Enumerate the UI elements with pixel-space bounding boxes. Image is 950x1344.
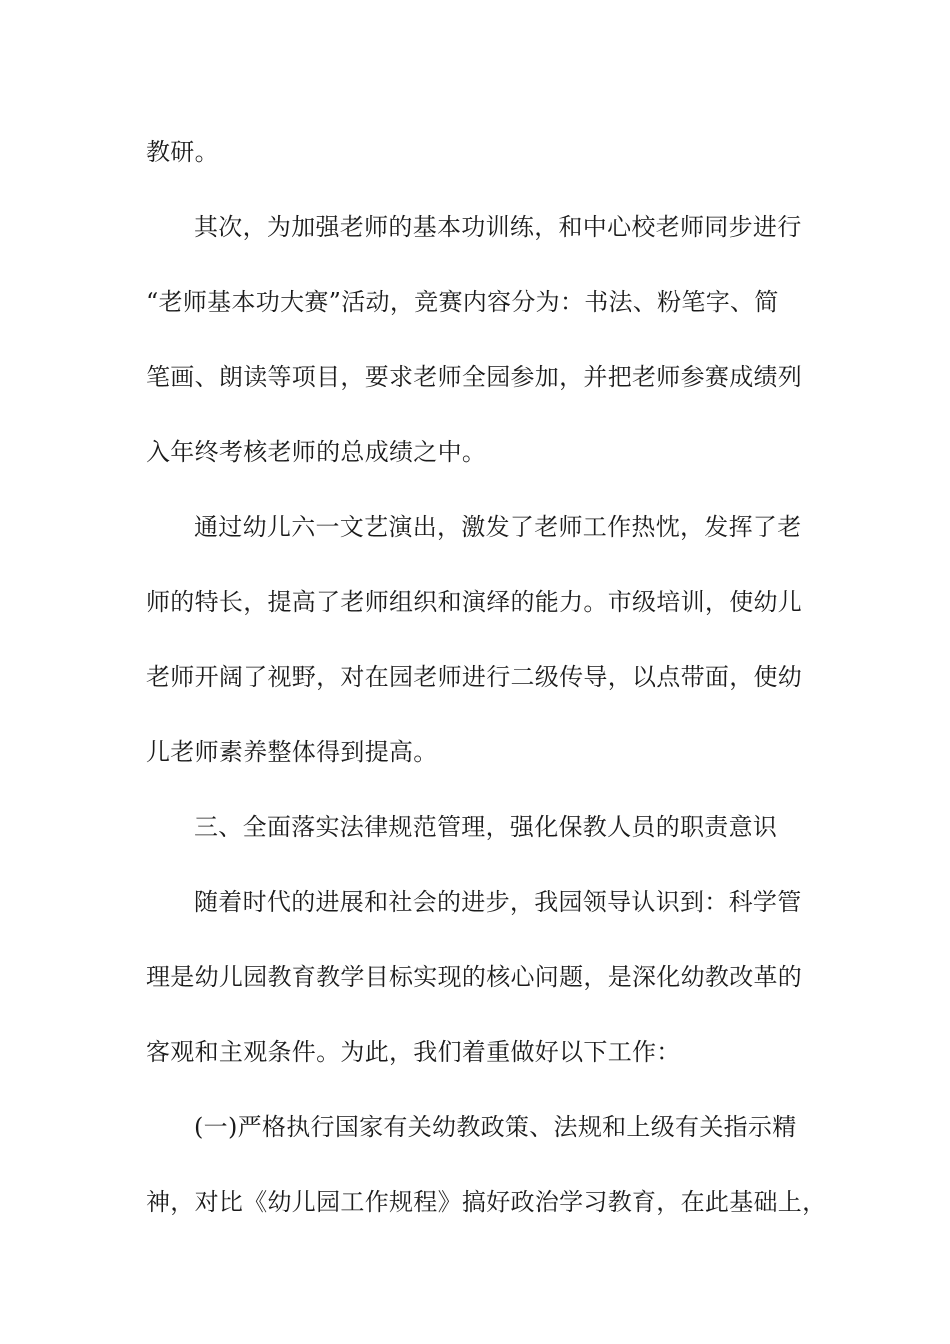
- text-line: 神，对比《幼儿园工作规程》搞好政治学习教育，在此基础上，: [146, 1188, 827, 1216]
- text-line: 笔画、朗读等项目，要求老师全园参加，并把老师参赛成绩列: [146, 363, 803, 391]
- text-line: “老师基本功大赛”活动，竞赛内容分为：书法、粉笔字、简: [146, 288, 779, 316]
- text-line: 儿老师素养整体得到提高。: [146, 738, 438, 766]
- text-line: 老师开阔了视野，对在园老师进行二级传导，以点带面，使幼: [146, 663, 803, 691]
- text-line: 其次，为加强老师的基本功训练，和中心校老师同步进行: [194, 213, 802, 241]
- text-line: 客观和主观条件。为此，我们着重做好以下工作：: [146, 1038, 681, 1066]
- text-line: 师的特长，提高了老师组织和演绎的能力。市级培训，使幼儿: [146, 588, 803, 616]
- text-line: 理是幼儿园教育教学目标实现的核心问题，是深化幼教改革的: [146, 963, 803, 991]
- text-line: 教研。: [146, 138, 219, 166]
- text-line: 入年终考核老师的总成绩之中。: [146, 438, 487, 466]
- text-line: (一)严格执行国家有关幼教政策、法规和上级有关指示精: [194, 1113, 797, 1141]
- text-line: 随着时代的进展和社会的进步，我园领导认识到：科学管: [194, 888, 802, 916]
- text-line: 通过幼儿六一文艺演出，激发了老师工作热忱，发挥了老: [194, 513, 802, 541]
- section-heading: 三、全面落实法律规范管理，强化保教人员的职责意识: [194, 813, 778, 841]
